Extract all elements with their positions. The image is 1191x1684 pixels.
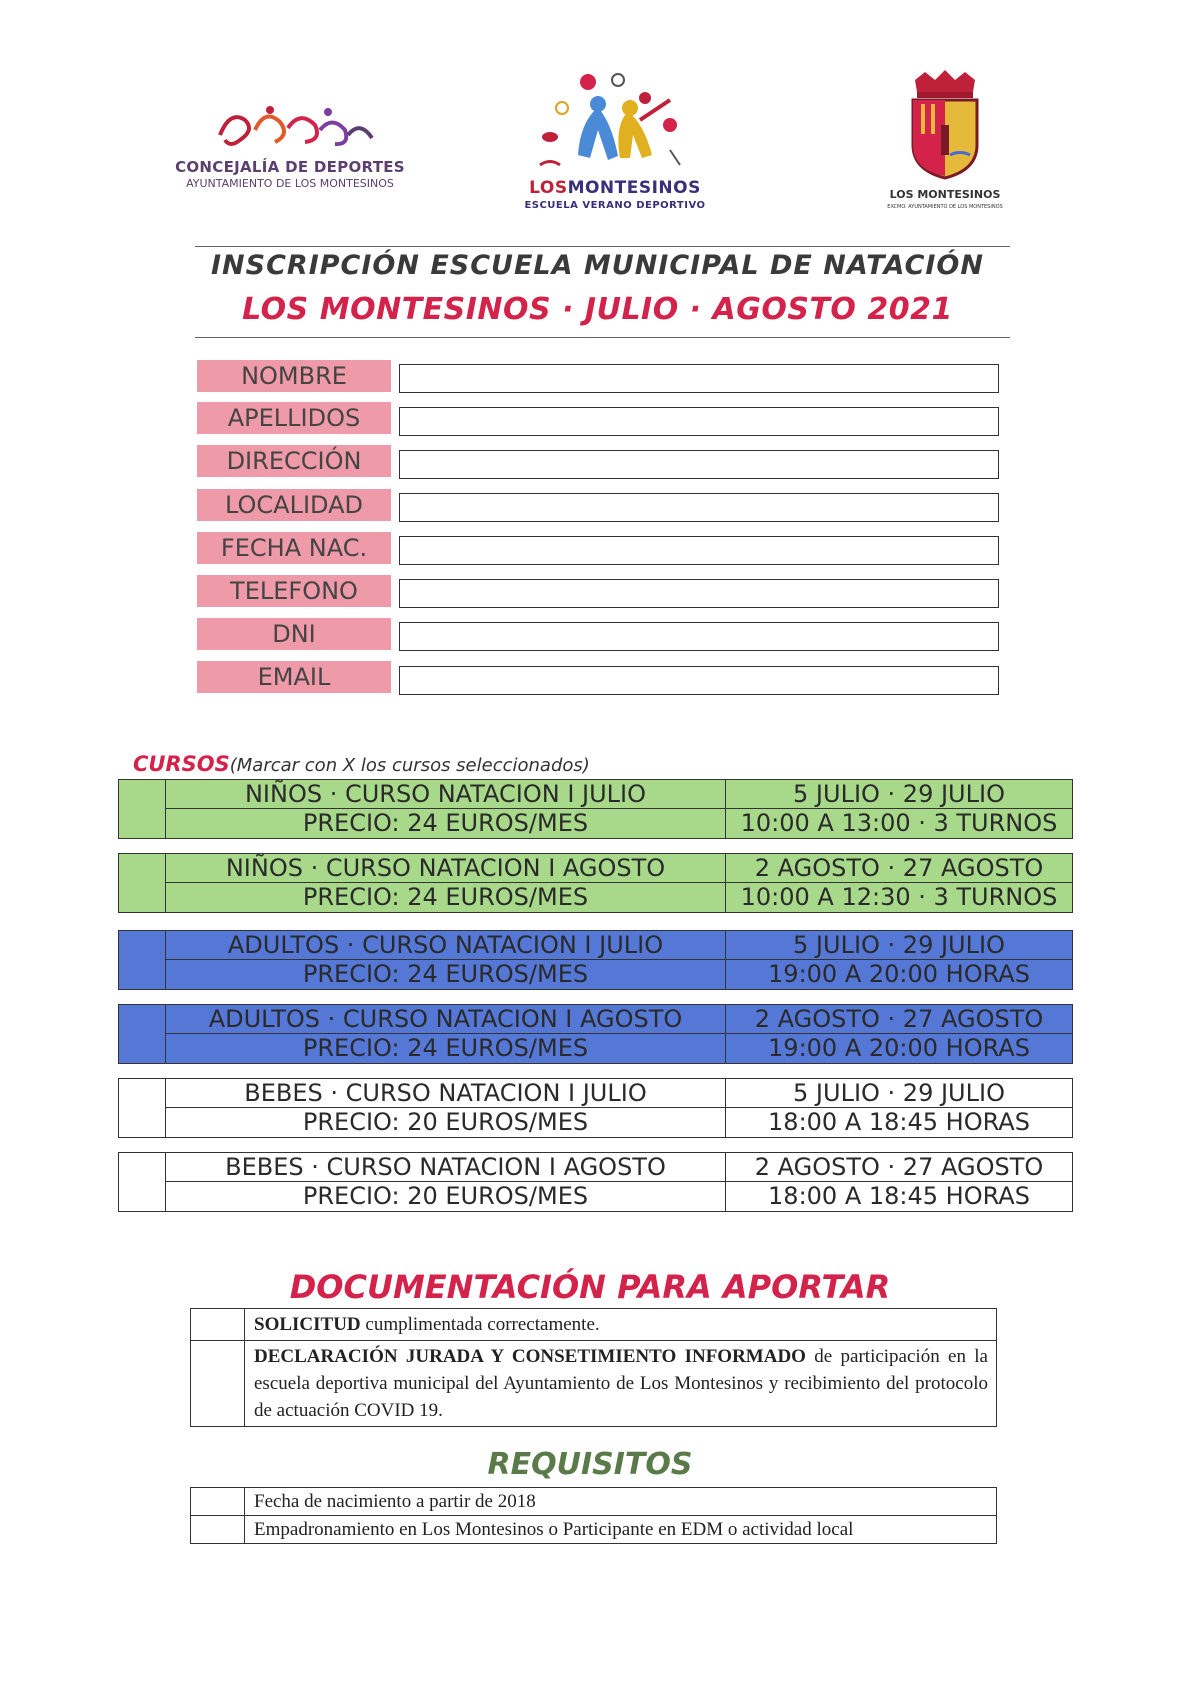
documentacion-row	[191, 1341, 996, 1426]
crest-title: LOS MONTESINOS	[889, 188, 1001, 201]
course-adultos-julio	[118, 930, 1073, 990]
field-input-telefono[interactable]	[399, 579, 999, 608]
field-label-telefono: TELEFONO	[197, 575, 391, 607]
documentacion-table	[190, 1308, 997, 1427]
field-input-fecha-nac[interactable]	[399, 536, 999, 565]
requisito-checkbox[interactable]	[191, 1516, 245, 1543]
course-schedule	[726, 1079, 1072, 1137]
ayuntamiento-crest	[880, 70, 1010, 220]
course-hours: 10:00 A 13:00 · 3 TURNOS	[740, 809, 1058, 837]
documentacion-bold: DECLARACIÓN JURADA Y CONSETIMIENTO INFORMADO	[254, 1346, 806, 1367]
cursos-title: CURSOS	[133, 752, 230, 776]
course-ninos-agosto	[118, 853, 1073, 913]
course-price: PRECIO: 20 EUROS/MES	[302, 1108, 589, 1136]
course-bebes-agosto	[118, 1152, 1073, 1212]
course-schedule	[726, 1005, 1072, 1063]
course-name: ADULTOS · CURSO NATACION I JULIO	[166, 931, 725, 960]
course-info	[166, 1153, 726, 1211]
field-input-direccion[interactable]	[399, 450, 999, 479]
documentacion-row	[191, 1309, 996, 1341]
requisito-row	[191, 1516, 996, 1543]
course-price: PRECIO: 24 EUROS/MES	[302, 960, 589, 988]
documentacion-detail: cumplimentada correctamente.	[360, 1314, 600, 1335]
field-input-nombre[interactable]	[399, 364, 999, 393]
course-checkbox[interactable]	[119, 931, 166, 989]
concejalia-subtitle: AYUNTAMIENTO DE LOS MONTESINOS	[186, 177, 394, 190]
course-checkbox[interactable]	[119, 1005, 166, 1063]
requisitos-title: REQUISITOS	[487, 1447, 693, 1482]
field-label-fecha-nac: FECHA NAC.	[197, 532, 391, 564]
course-info	[166, 1079, 726, 1137]
course-info	[166, 780, 726, 838]
course-dates: 2 AGOSTO · 27 AGOSTO	[726, 854, 1072, 883]
course-hours: 18:00 A 18:45 HORAS	[768, 1182, 1030, 1210]
concejalia-logo	[160, 100, 420, 200]
requisito-checkbox[interactable]	[191, 1488, 245, 1515]
field-label-localidad: LOCALIDAD	[197, 489, 391, 521]
course-info	[166, 854, 726, 912]
documentacion-checkbox[interactable]	[191, 1341, 245, 1426]
course-dates: 5 JULIO · 29 JULIO	[726, 931, 1072, 960]
course-bebes-julio	[118, 1078, 1073, 1138]
course-dates: 2 AGOSTO · 27 AGOSTO	[726, 1005, 1072, 1034]
course-schedule	[726, 931, 1072, 989]
crest-subtitle: EXCMO. AYUNTAMIENTO DE LOS MONTESINOS	[887, 204, 1003, 210]
course-checkbox[interactable]	[119, 854, 166, 912]
concejalia-title: CONCEJALÍA DE DEPORTES	[175, 158, 405, 176]
field-input-dni[interactable]	[399, 622, 999, 651]
field-label-nombre: NOMBRE	[197, 360, 391, 392]
course-checkbox[interactable]	[119, 1153, 166, 1211]
wordmark-los: LOS	[529, 178, 568, 198]
requisito-text: Empadronamiento en Los Montesinos o Participante en EDM o actividad local	[254, 1519, 854, 1540]
course-dates: 5 JULIO · 29 JULIO	[726, 780, 1072, 809]
field-label-direccion: DIRECCIÓN	[197, 445, 391, 477]
documentacion-text	[254, 1341, 996, 1426]
course-hours: 18:00 A 18:45 HORAS	[768, 1108, 1030, 1136]
documentacion-text	[254, 1309, 996, 1340]
escuela-verano-subtitle: ESCUELA VERANO DEPORTIVO	[524, 200, 706, 211]
requisito-text: Fecha de nacimiento a partir de 2018	[254, 1491, 536, 1512]
course-price: PRECIO: 20 EUROS/MES	[302, 1182, 589, 1210]
requisitos-table	[190, 1487, 997, 1544]
requisito-row	[191, 1488, 996, 1516]
title-top-rule	[195, 246, 1010, 247]
course-checkbox[interactable]	[119, 780, 166, 838]
field-input-localidad[interactable]	[399, 493, 999, 522]
sport-figures-logo-icon	[210, 100, 380, 160]
course-ninos-julio	[118, 779, 1073, 839]
documentacion-detail: de participación en la escuela deportiva municipal del Ayuntamiento de Los Montesinos y recibimiento del protocolo de actuación COVID 19.	[254, 1346, 988, 1421]
course-adultos-agosto	[118, 1004, 1073, 1064]
course-schedule	[726, 780, 1072, 838]
field-label-dni: DNI	[197, 618, 391, 650]
field-input-email[interactable]	[399, 666, 999, 695]
course-name: ADULTOS · CURSO NATACION I AGOSTO	[166, 1005, 725, 1034]
course-price: PRECIO: 24 EUROS/MES	[302, 1034, 589, 1062]
children-playing-icon	[520, 70, 710, 180]
course-info	[166, 1005, 726, 1063]
course-info	[166, 931, 726, 989]
escuela-verano-logo	[520, 70, 710, 220]
form-subtitle: LOS MONTESINOS · JULIO · AGOSTO 2021	[242, 292, 953, 327]
form-title: INSCRIPCIÓN ESCUELA MUNICIPAL DE NATACIÓN	[211, 250, 984, 281]
course-hours: 10:00 A 12:30 · 3 TURNOS	[740, 883, 1058, 911]
course-name: BEBES · CURSO NATACION I AGOSTO	[166, 1153, 725, 1182]
coat-of-arms-icon	[905, 70, 985, 180]
field-input-apellidos[interactable]	[399, 407, 999, 436]
documentacion-bold: SOLICITUD	[254, 1314, 361, 1335]
course-dates: 5 JULIO · 29 JULIO	[726, 1079, 1072, 1108]
documentacion-title: DOCUMENTACIÓN PARA APORTAR	[289, 1268, 891, 1306]
course-price: PRECIO: 24 EUROS/MES	[302, 883, 589, 911]
course-schedule	[726, 854, 1072, 912]
title-bottom-rule	[195, 337, 1010, 338]
course-schedule	[726, 1153, 1072, 1211]
course-name: BEBES · CURSO NATACION I JULIO	[166, 1079, 725, 1108]
field-label-apellidos: APELLIDOS	[197, 402, 391, 434]
cursos-instruction: (Marcar con X los cursos seleccionados)	[229, 755, 590, 776]
course-checkbox[interactable]	[119, 1079, 166, 1137]
course-hours: 19:00 A 20:00 HORAS	[768, 1034, 1030, 1062]
cursos-heading	[133, 752, 590, 776]
course-name: NIÑOS · CURSO NATACION I AGOSTO	[166, 854, 725, 883]
los-montesinos-wordmark	[520, 178, 710, 198]
documentacion-checkbox[interactable]	[191, 1309, 245, 1340]
course-name: NIÑOS · CURSO NATACION I JULIO	[166, 780, 725, 809]
course-dates: 2 AGOSTO · 27 AGOSTO	[726, 1153, 1072, 1182]
course-price: PRECIO: 24 EUROS/MES	[302, 809, 589, 837]
course-hours: 19:00 A 20:00 HORAS	[768, 960, 1030, 988]
wordmark-montesinos: MONTESINOS	[567, 178, 701, 198]
field-label-email: EMAIL	[197, 661, 391, 693]
